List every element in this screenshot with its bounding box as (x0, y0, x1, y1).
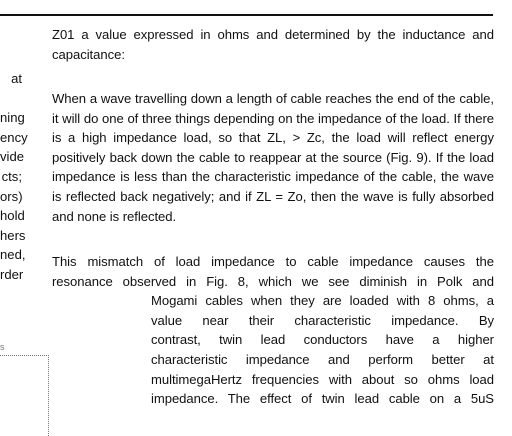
paragraph-line: This mismatch of load impedance to cable impedance causes the (52, 254, 494, 269)
left-fragment-line: ency (0, 129, 28, 145)
paragraph-line: resonance observed in Fig. 8, which we see diminish in Polk and (52, 273, 494, 289)
paragraph-line: impedance. The effect of twin lead cable on a 5uS (151, 391, 494, 407)
left-fragment-line: hold (0, 208, 25, 224)
paragraph-load-mismatch (52, 252, 494, 409)
paragraph-line: characteristic impedance and perform better at (151, 351, 494, 367)
left-fragment-line: ned, (0, 247, 26, 263)
paragraph-line: Mogami cables when they are loaded with 8 ohms, a (151, 293, 494, 309)
paragraph-impedance-definition: Z01 a value expressed in ohms and determined by the inductance and capacitance: (52, 27, 494, 62)
left-fragment-line: cts; (1, 168, 22, 184)
figure-fragment-mark: s (0, 342, 5, 352)
figure-frame-fragment (0, 355, 49, 436)
left-fragment-line: ors) (0, 188, 23, 204)
header-rule (0, 14, 493, 16)
left-column-fragment (0, 69, 28, 285)
left-fragment-line: hers (0, 227, 26, 243)
left-fragment-line: rder (0, 266, 24, 282)
paragraph-line: value near their characteristic impedance. By (151, 312, 494, 328)
paragraph-line: contrast, twin lead conductors have a higher (151, 332, 494, 348)
paragraph-wave-reflection: When a wave travelling down a length of cable reaches the end of the cable, it will do one of three things depending on the impedance of the load. If there is a high impedance load, so that ZL, > Zc, the load will reflect energy positively back down the cable to reappear at the source (Fig. 9). If the load impedance is less than the characteristic impedance of the cable, the wave is reflected back negatively; and if ZL = Zo, then the wave is fully absorbed and none is reflected. (52, 91, 494, 224)
paragraph-line: multimegaHertz frequencies with about so ohms load (151, 371, 494, 387)
left-fragment-line: ning (0, 110, 25, 126)
left-fragment-line: at (11, 71, 22, 86)
left-fragment-line: vide (0, 149, 25, 165)
